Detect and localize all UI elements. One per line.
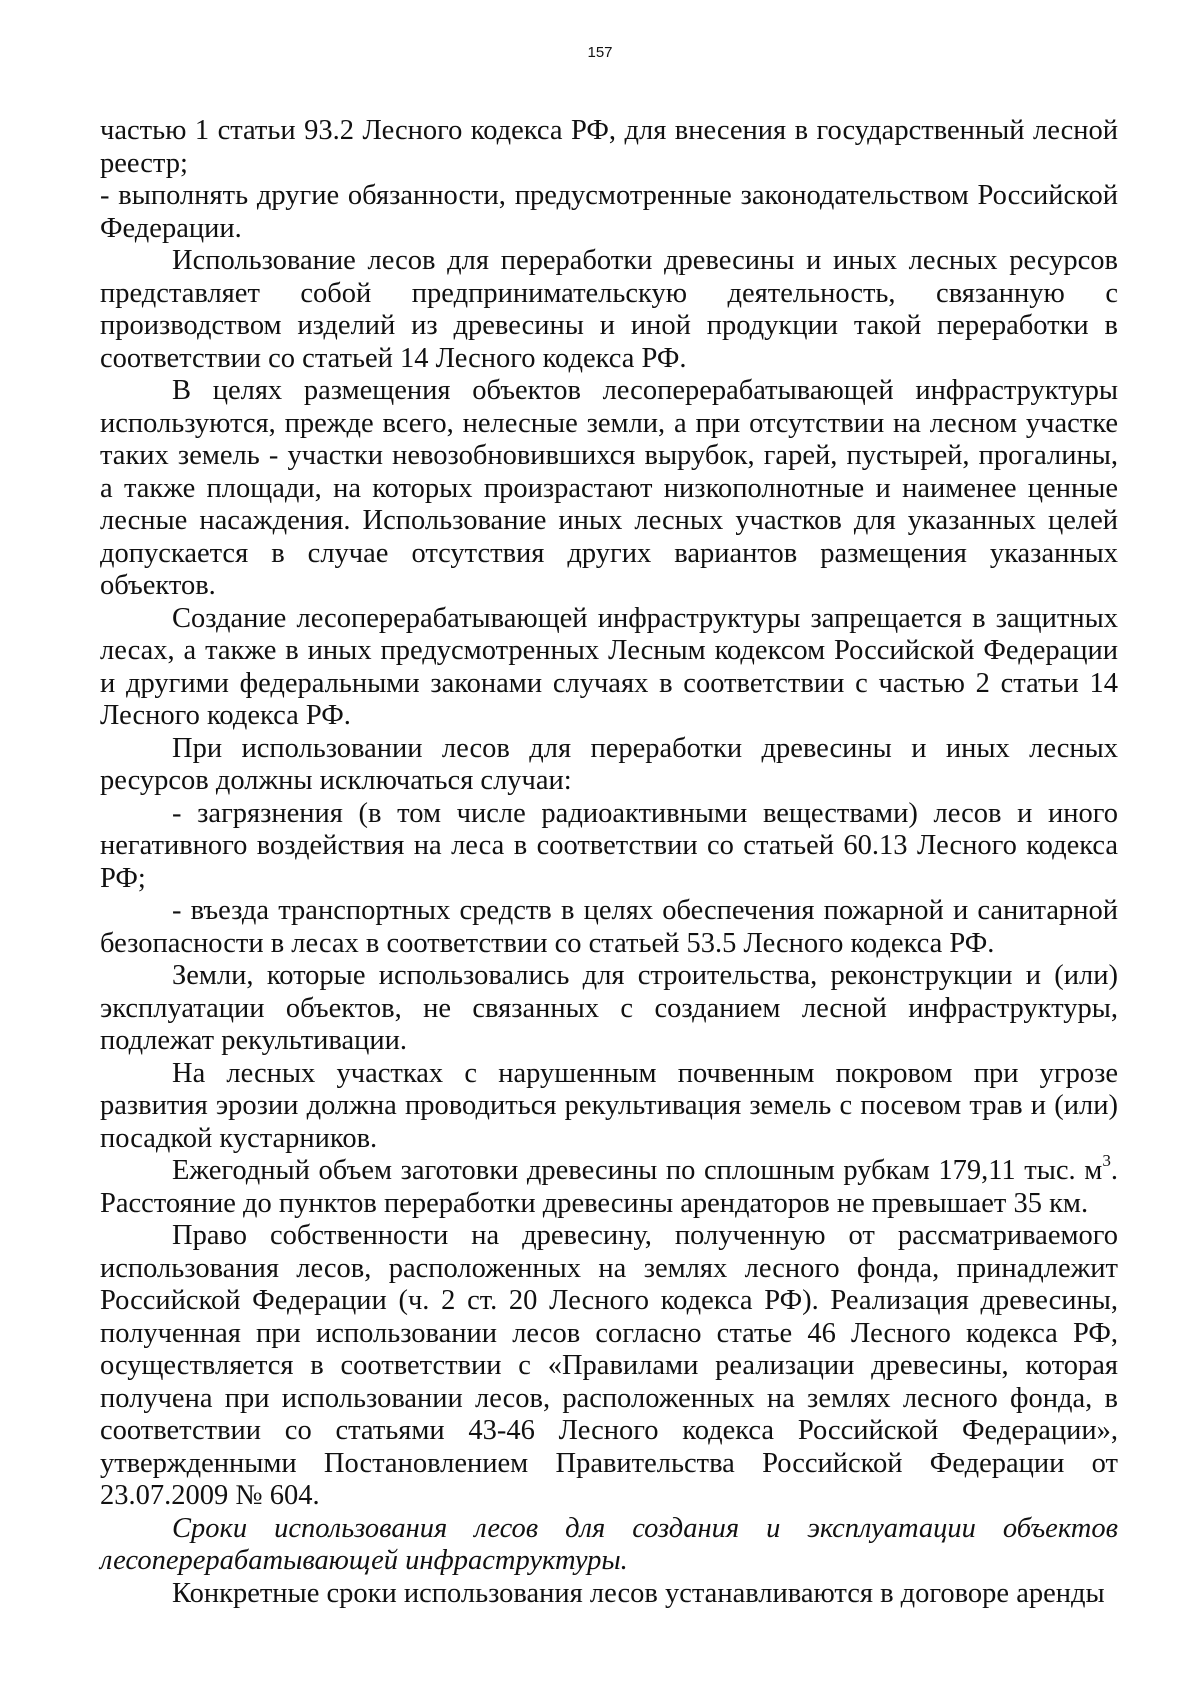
paragraph: При использовании лесов для переработки древесины и иных лесных ресурсов должны исключаться случаи: (100, 732, 1118, 796)
paragraph: Создание лесоперерабатывающей инфраструктуры запрещается в защитных лесах, а также в иных предусмотренных Лесным кодексом Российской Федерации и другими федеральными законами случаях в соответствии с частью 2 статьи 14 Лесного кодекса РФ. (100, 602, 1118, 731)
document-body (100, 115, 1118, 1610)
paragraph: В целях размещения объектов лесоперерабатывающей инфраструктуры используются, прежде всего, нелесные земли, а при отсутствии на лесном участке таких земель - участки невозобновившихся вырубок, гарей, пустырей, прогалины, а также площади, на которых произрастают низкополнотные и наименее ценные лесные насаждения. Использование иных лесных участков для указанных целей допускается в случае отсутствия других вариантов размещения указанных объектов. (100, 375, 1118, 601)
superscript: 3 (1102, 1151, 1111, 1171)
paragraph: - загрязнения (в том числе радиоактивными веществами) лесов и иного негативного воздействия на леса в соответствии со статьей 60.13 Лесного кодекса РФ; (100, 797, 1118, 894)
paragraph: Конкретные сроки использования лесов устанавливаются в договоре аренды (172, 1577, 1105, 1609)
paragraph: Право собственности на древесину, полученную от рассматриваемого использования лесов, расположенных на землях лесного фонда, принадлежит Российской Федерации (ч. 2 ст. 20 Лесного кодекса РФ). Реализация древесины, полученная при использовании лесов согласно статье 46 Лесного кодекса РФ, осуществляется в соответствии с «Правилами реализации древесины, которая получена при использовании лесов, расположенных на землях лесного фонда, в соответствии со статьями 43-46 Лесного кодекса Российской Федерации», утвержденными Постановлением Правительства Российской Федерации от 23.07.2009 № 604. (100, 1220, 1118, 1511)
paragraph: - въезда транспортных средств в целях обеспечения пожарной и санитарной безопасности в лесах в соответствии со статьей 53.5 Лесного кодекса РФ. (100, 895, 1118, 959)
page-number: 157 (587, 44, 613, 61)
paragraph: Использование лесов для переработки древесины и иных лесных ресурсов представляет собой предпринимательскую деятельность, связанную с производством изделий из древесины и иной продукции такой переработки в соответствии со статьей 14 Лесного кодекса РФ. (100, 245, 1118, 374)
paragraph: На лесных участках с нарушенным почвенным покровом при угрозе развития эрозии должна проводиться рекультивация земель с посевом трав и (или) посадкой кустарников. (100, 1057, 1118, 1154)
paragraph: Ежегодный объем заготовки древесины по сплошным рубкам 179,11 тыс. $м^3$. Расстояние до пунктов переработки древесины арендаторов не превышает 35 км. (100, 1151, 1118, 1219)
paragraph: Земли, которые использовались для строительства, реконструкции и (или) эксплуатации объектов, не связанных с созданием лесной инфраструктуры, подлежат рекультивации. (100, 960, 1118, 1056)
paragraph: частью 1 статьи 93.2 Лесного кодекса РФ, для внесения в государственный лесной реестр; (100, 115, 1118, 179)
section-heading: Сроки использования лесов для создания и эксплуатации объектов лесоперерабатывающей инфраструктуры. (100, 1512, 1118, 1576)
paragraph: - выполнять другие обязанности, предусмотренные законодательством Российской Федерации. (100, 180, 1118, 244)
